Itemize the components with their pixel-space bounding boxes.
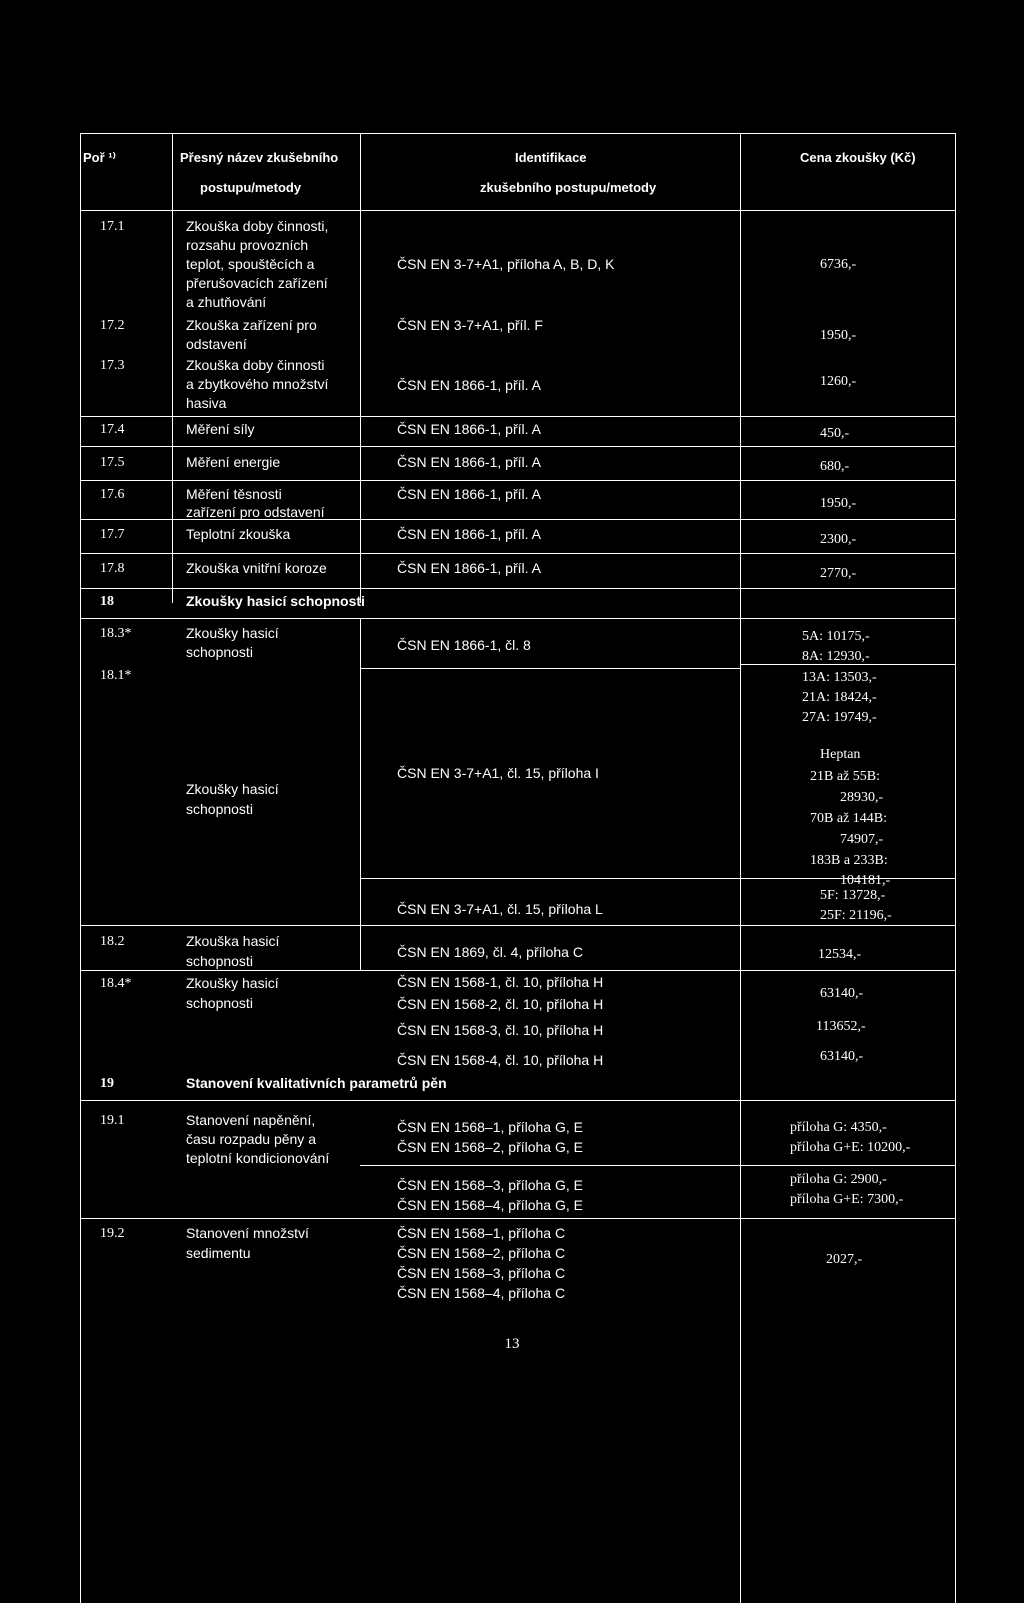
row-name-line: Stanovení množství (186, 1225, 309, 1241)
header-bottom-border (80, 210, 956, 211)
row-name-line: času rozpadu pěny a (186, 1131, 316, 1147)
price-line: 183B a 233B: (810, 853, 888, 868)
row-price: 63140,- (820, 986, 864, 1001)
price-line: 8A: 12930,- (802, 649, 870, 664)
row-number: 17.7 (100, 527, 125, 542)
row-border (80, 618, 956, 619)
row-ident: ČSN EN 1568-2, čl. 10, příloha H (397, 996, 604, 1012)
row-number: 18.4* (100, 976, 132, 991)
row-name-line: schopnosti (186, 995, 253, 1011)
row-name-line: Zkoušky hasicí (186, 625, 279, 641)
col-divider-2b (360, 618, 361, 970)
row-ident: ČSN EN 1866-1, čl. 8 (397, 637, 531, 653)
row-border (80, 588, 956, 589)
row-name-line: schopnosti (186, 644, 253, 660)
row-name-line: teplotní kondicionování (186, 1150, 330, 1166)
row-ident: ČSN EN 1568–1, příloha C (397, 1225, 566, 1241)
row-name-line: Zkouška hasicí (186, 933, 280, 949)
price-line: 5F: 13728,- (820, 888, 886, 903)
table-right-border (955, 133, 956, 1603)
row-ident: ČSN EN 3-7+A1, čl. 15, příloha L (397, 901, 603, 917)
row-ident: ČSN EN 1866-1, příl. A (397, 454, 541, 470)
price-line: příloha G: 4350,- (790, 1120, 887, 1135)
row-price: 1260,- (820, 374, 857, 389)
row-ident: ČSN EN 1568–2, příloha G, E (397, 1139, 583, 1155)
row-price: 2027,- (826, 1252, 863, 1267)
section-number: 19 (100, 1076, 114, 1091)
table-top-border (80, 133, 956, 134)
row-name-line: Měření těsnosti (186, 486, 282, 502)
row-number: 18.3* (100, 626, 132, 641)
price-line: 21B až 55B: (810, 769, 880, 784)
price-line: 70B až 144B: (810, 811, 887, 826)
price-line: 25F: 21196,- (820, 908, 892, 923)
header-col-name-2: postupu/metody (200, 180, 302, 195)
row-price: 12534,- (818, 947, 862, 962)
row-number: 19.1 (100, 1113, 125, 1128)
row-number: 17.1 (100, 219, 125, 234)
row-number: 17.5 (100, 455, 125, 470)
row-border (360, 668, 740, 669)
row-name-line: schopnosti (186, 801, 253, 817)
row-border (80, 446, 956, 447)
row-border (80, 1100, 956, 1101)
row-border (740, 664, 956, 665)
row-name-line: Zkoušky hasicí (186, 781, 279, 797)
row-name-line: a zhutňování (186, 294, 267, 310)
row-price: 680,- (820, 459, 850, 474)
header-col-ident-1: Identifikace (515, 150, 587, 165)
row-ident: ČSN EN 1866-1, příl. A (397, 526, 541, 542)
price-line: 21A: 18424,- (802, 690, 877, 705)
row-ident: ČSN EN 3-7+A1, čl. 15, příloha I (397, 765, 599, 781)
row-price: 450,- (820, 426, 850, 441)
row-price: 2300,- (820, 532, 857, 547)
row-number: 19.2 (100, 1226, 125, 1241)
row-name-line: Zkoušky hasicí (186, 975, 279, 991)
row-name-line: teplot, spouštěcích a (186, 256, 315, 272)
row-number: 17.2 (100, 318, 125, 333)
price-line: 13A: 13503,- (802, 670, 877, 685)
row-border (360, 1165, 956, 1166)
row-ident: ČSN EN 1568–4, příloha C (397, 1285, 566, 1301)
row-number: 17.8 (100, 561, 125, 576)
header-col-ident-2: zkušebního postupu/metody (480, 180, 657, 195)
section-title: Zkoušky hasicí schopnosti (186, 593, 365, 609)
row-name-line: Zkouška doby činnosti, (186, 218, 329, 234)
col-divider-3 (740, 133, 741, 1603)
price-line: 5A: 10175,- (802, 629, 870, 644)
row-ident: ČSN EN 1568–2, příloha C (397, 1245, 566, 1261)
row-ident: ČSN EN 1568–4, příloha G, E (397, 1197, 583, 1213)
price-line: příloha G+E: 10200,- (790, 1140, 911, 1155)
row-ident: ČSN EN 1568–3, příloha G, E (397, 1177, 583, 1193)
row-border (80, 553, 956, 554)
row-name-line: přerušovacích zařízení (186, 275, 328, 291)
row-name-line: Zkouška doby činnosti (186, 357, 325, 373)
row-ident: ČSN EN 3-7+A1, příloha A, B, D, K (397, 256, 615, 272)
row-border (80, 416, 956, 417)
col-divider-1 (172, 133, 173, 603)
row-ident: ČSN EN 1869, čl. 4, příloha C (397, 944, 583, 960)
row-name: Zkouška vnitřní koroze (186, 560, 327, 576)
row-ident: ČSN EN 1568–3, příloha C (397, 1265, 566, 1281)
page-number: 13 (504, 1336, 520, 1352)
row-price: 63140,- (820, 1049, 864, 1064)
col-divider-2 (360, 133, 361, 603)
row-name-line: zařízení pro odstavení (186, 504, 325, 520)
row-price: 1950,- (820, 496, 857, 511)
price-line: 104181,- (840, 873, 891, 888)
row-ident: ČSN EN 1568-3, čl. 10, příloha H (397, 1022, 604, 1038)
row-price: 6736,- (820, 257, 857, 272)
price-line: 28930,- (840, 790, 884, 805)
price-line: 27A: 19749,- (802, 710, 877, 725)
row-border (80, 480, 956, 481)
row-ident: ČSN EN 1568-4, čl. 10, příloha H (397, 1052, 604, 1068)
row-ident: ČSN EN 1866-1, příl. A (397, 560, 541, 576)
row-ident: ČSN EN 1568–1, příloha G, E (397, 1119, 583, 1135)
row-name-line: odstavení (186, 336, 247, 352)
row-price: 113652,- (816, 1019, 866, 1034)
price-line: 74907,- (840, 832, 884, 847)
row-name: Měření energie (186, 454, 281, 470)
row-ident: ČSN EN 1866-1, příl. A (397, 421, 541, 437)
row-price: 1950,- (820, 328, 857, 343)
row-name: Měření síly (186, 421, 255, 437)
row-price: 2770,- (820, 566, 857, 581)
row-border (80, 1218, 956, 1219)
row-number: 18.1* (100, 668, 132, 683)
row-name-line: Stanovení napěnění, (186, 1112, 316, 1128)
row-name-line: sedimentu (186, 1245, 251, 1261)
row-name-line: hasiva (186, 395, 227, 411)
row-number: 18.2 (100, 934, 125, 949)
row-number: 17.4 (100, 422, 125, 437)
row-ident: ČSN EN 1568-1, čl. 10, příloha H (397, 974, 604, 990)
row-number: 17.3 (100, 358, 125, 373)
row-border (80, 925, 956, 926)
row-name-line: a zbytkového množství (186, 376, 329, 392)
price-line: Heptan (820, 747, 861, 762)
row-ident: ČSN EN 1866-1, příl. A (397, 486, 541, 502)
row-name-line: rozsahu provozních (186, 237, 309, 253)
section-number: 18 (100, 594, 114, 609)
row-ident: ČSN EN 1866-1, příl. A (397, 377, 541, 393)
row-name-line: schopnosti (186, 953, 253, 969)
row-name: Teplotní zkouška (186, 526, 291, 542)
header-col-name-1: Přesný název zkušebního (180, 150, 339, 165)
section-title: Stanovení kvalitativních parametrů pěn (186, 1075, 447, 1091)
price-line: příloha G+E: 7300,- (790, 1192, 904, 1207)
row-number: 17.6 (100, 487, 125, 502)
price-line: příloha G: 2900,- (790, 1172, 887, 1187)
header-col-price: Cena zkoušky (Kč) (800, 150, 916, 165)
row-name-line: Zkouška zařízení pro (186, 317, 317, 333)
table-left-border (80, 133, 81, 1603)
row-border (80, 970, 956, 971)
header-col-number: Poř ¹⁾ (83, 150, 116, 165)
row-ident: ČSN EN 3-7+A1, příl. F (397, 317, 543, 333)
